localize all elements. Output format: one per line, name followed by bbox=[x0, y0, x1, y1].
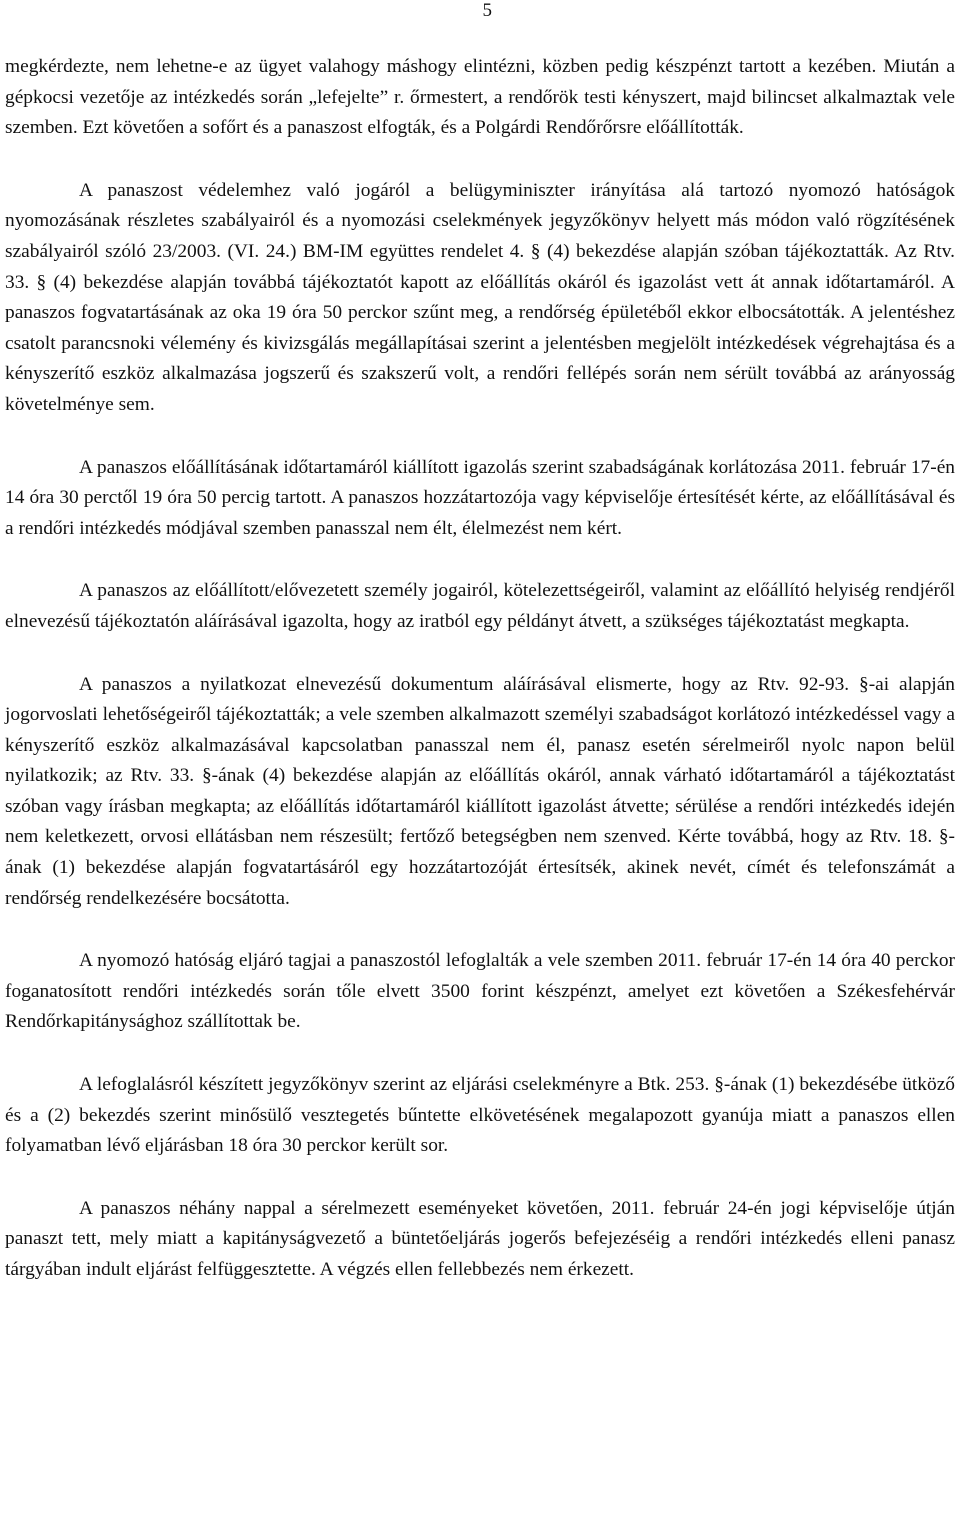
page-number: 5 bbox=[482, 0, 492, 21]
paragraph-seizure-record: A lefoglalásról készített jegyzőkönyv szerint az eljárási cselekményre a Btk. 253. §-ának (1) bekezdésébe ütköző és a (2) bekezdés szerint minősülő vesztegetés bűntette elkövetésének megalapozott gyanúja miatt a panaszos ellen folyamatban lévő eljárásban 18 óra 30 perckor került sor. bbox=[5, 1074, 955, 1157]
paragraph-complaint: A panaszos néhány nappal a sérelmezett eseményeket követően, 2011. február 24-én jogi képviselője útján panaszt tett, mely miatt a kapitányságvezető a büntetőeljárás jogerős befejezéséig a rendőri intézkedés elleni panasz tárgyában indult eljárást felfüggesztette. A végzés ellen fellebbezés nem érkezett. bbox=[5, 1197, 955, 1280]
paragraph-information-sheet: A panaszos az előállított/elővezetett személy jogairól, kötelezettségeiről, valamint az előállító helyiség rendjéről elnevezésű tájékoztatón aláírásával igazolta, hogy az iratból egy példányt átvett, a szükséges tájékoztatást megkapta. bbox=[5, 580, 955, 632]
paragraph-rights-information: A panaszost védelemhez való jogáról a belügyminiszter irányítása alá tartozó nyomozó hatóságok nyomozásának részletes szabályairól és a nyomozási cselekmények jegyzőkönyv helyett más módon való rögzítésének szabályairól szóló 23/2003. (VI. 24.) BM-IM együttes rendelet 4. § (4) bekezdése alapján szóban tájékoztatták. Az Rtv. 33. § (4) bekezdése alapján továbbá tájékoztatót kapott az előállítás okáról és igazolást vett át annak időtartamáról. A panaszos fogvatartásának az oka 19 óra 50 perckor szűnt meg, a rendőrség épületéből ekkor elbocsátották. A jelentéshez csatolt parancsnoki vélemény és kivizsgálás megállapításai szerint a jelentésben megjelölt intézkedések végrehajtása és a kényszerítő eszköz alkalmazása jogszerű és szakszerű volt, a rendőri fellépés során nem sérült továbbá az arányosság követelménye sem. bbox=[5, 179, 955, 415]
paragraph-declaration: A panaszos a nyilatkozat elnevezésű dokumentum aláírásával elismerte, hogy az Rtv. 92-93. §-ai alapján jogorvoslati lehetőségeiről tájékoztatták; a vele szemben alkalmazott személyi szabadságot korlátozó intézkedéssel vagy a kényszerítő eszköz alkalmazásával kapcsolatban panasszal nem él, panasz esetén sérelmeiről nyolc napon belül nyilatkozik; az Rtv. 33. §-ának (4) bekezdése alapján az előállítás okáról, annak várható időtartamáról a tájékoztatást szóban vagy írásban megkapta; az előállítás időtartamáról kiállított igazolást átvette; sérülése a rendőri intézkedés idején nem keletkezett, orvosi ellátásban nem részesült; fertőző betegségben nem szenved. Kérte továbbá, hogy az Rtv. 18. §-ának (1) bekezdése alapján fogvatartásáról egy hozzátartozóját értesítsék, akinek nevét, címét és telefonszámát a rendőrség rendelkezésére bocsátotta. bbox=[5, 673, 955, 909]
document-body bbox=[5, 52, 955, 1286]
paragraph-seizure: A nyomozó hatóság eljáró tagjai a panaszostól lefoglalták a vele szemben 2011. február 17-én 14 óra 40 perckor foganatosított rendőri intézkedés során tőle elvett 3500 forint készpénzt, amelyet ezt követően a Székesfehérvár Rendőrkapitánysághoz szállítottak be. bbox=[5, 950, 955, 1033]
paragraph-detention-duration: A panaszos előállításának időtartamáról kiállított igazolás szerint szabadságának korlátozása 2011. február 17-én 14 óra 30 perctől 19 óra 50 percig tartott. A panaszos hozzátartozója vagy képviselője értesítését kérte, az előállításával és a rendőri intézkedés módjával szemben panasszal nem élt, élelmezést nem kért. bbox=[5, 456, 955, 539]
paragraph-arrest-circumstances: megkérdezte, nem lehetne-e az ügyet valahogy máshogy elintézni, közben pedig készpénzt tartott a kezében. Miután a gépkocsi vezetője az intézkedés során „lefejelte” r. őrmestert, a rendőrök testi kényszert, majd bilincset alkalmaztak vele szemben. Ezt követően a sofőrt és a panaszost elfogták, és a Polgárdi Rendőrőrsre előállították. bbox=[5, 56, 955, 139]
